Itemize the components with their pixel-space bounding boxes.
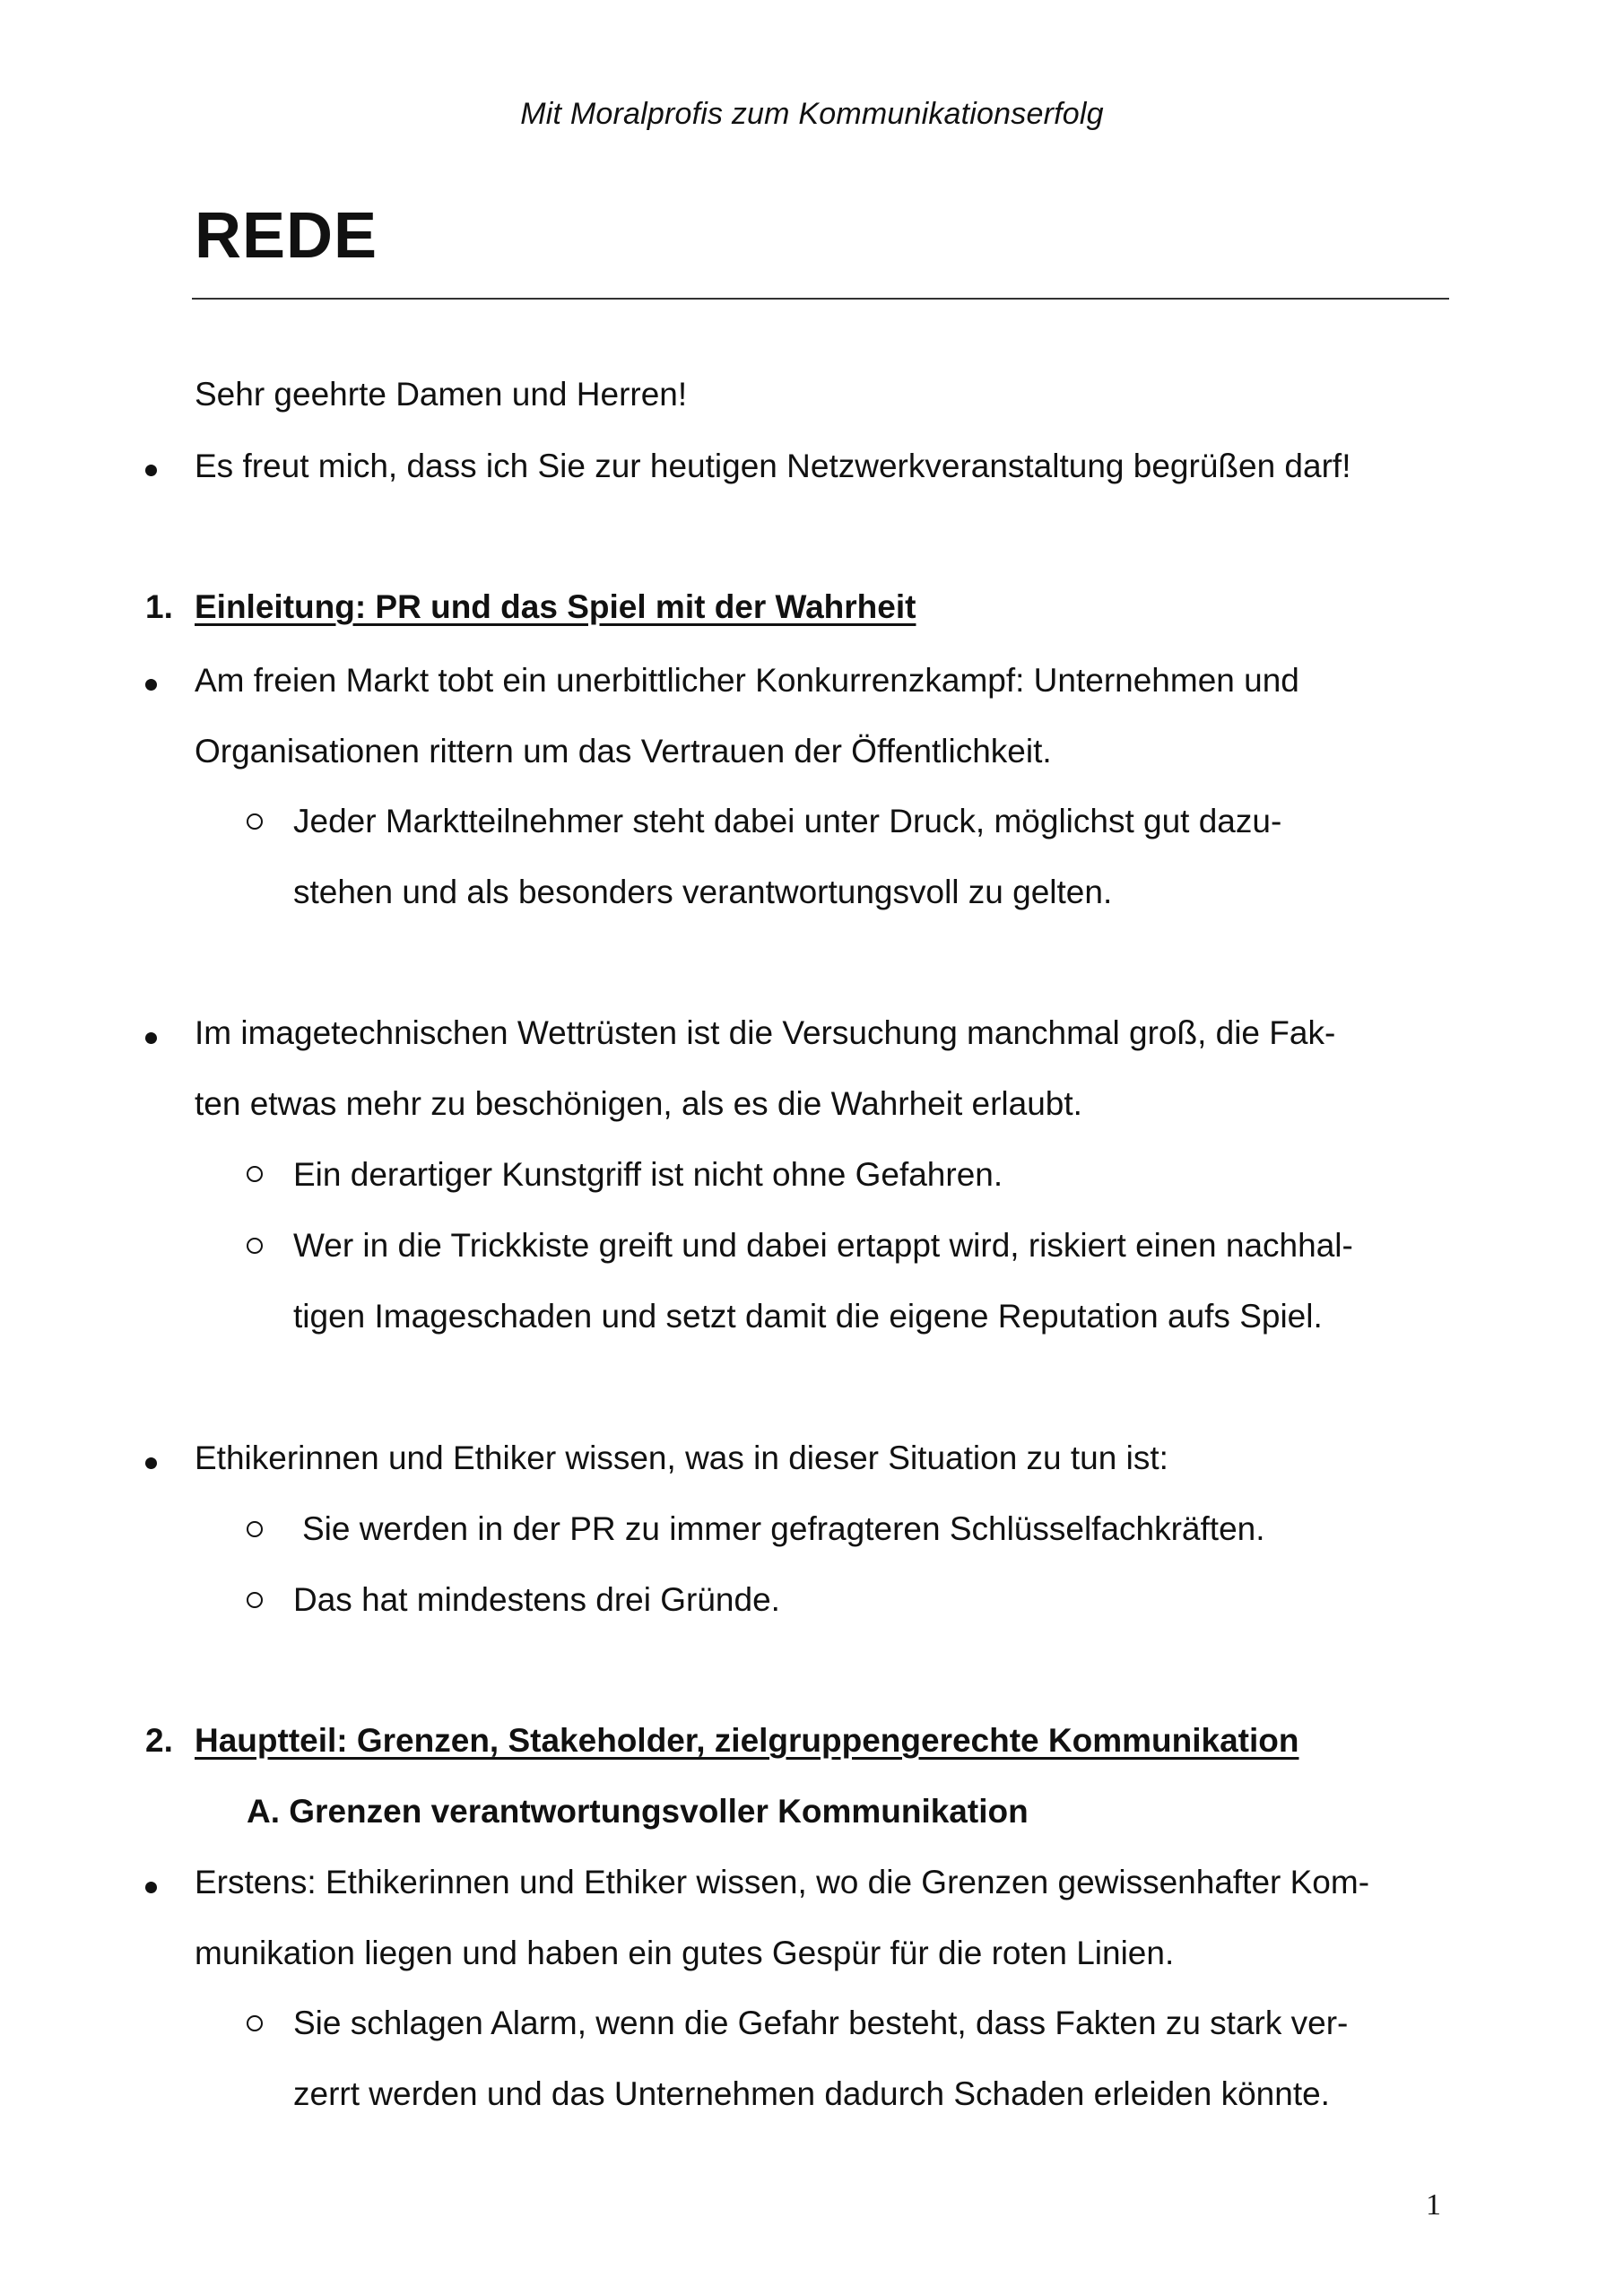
- intro-bullet-text: Es freut mich, dass ich Sie zur heutigen Netzwerkveranstaltung begrüßen darf!: [195, 448, 1351, 484]
- bullet-icon: [145, 679, 157, 691]
- circle-bullet-icon: [247, 1238, 263, 1254]
- bullet-icon: [145, 1882, 157, 1893]
- section-number: 2.: [145, 1722, 173, 1759]
- section-number: 1.: [145, 588, 173, 625]
- paragraph-line: Das hat mindestens drei Gründe.: [293, 1581, 780, 1618]
- circle-bullet-icon: [247, 813, 263, 830]
- running-header: Mit Moralprofis zum Kommunikationserfolg: [520, 97, 1104, 131]
- bullet-icon: [145, 465, 157, 476]
- paragraph-line: ten etwas mehr zu beschönigen, als es die Wahrheit erlaubt.: [195, 1085, 1082, 1122]
- paragraph-line: Sie schlagen Alarm, wenn die Gefahr besteht, dass Fakten zu stark ver-: [293, 2005, 1349, 2041]
- paragraph-line: Wer in die Trickkiste greift und dabei ertappt wird, riskiert einen nachhal-: [293, 1227, 1353, 1264]
- bullet-icon: [145, 1457, 157, 1469]
- section-heading: Hauptteil: Grenzen, Stakeholder, zielgruppengerechte Kommunikation: [195, 1722, 1299, 1759]
- page-number: 1: [1426, 2188, 1441, 2222]
- circle-bullet-icon: [247, 1521, 263, 1537]
- bullet-icon: [145, 1032, 157, 1044]
- subsection-heading: A. Grenzen verantwortungsvoller Kommunikation: [247, 1793, 1029, 1830]
- paragraph-line: Am freien Markt tobt ein unerbittlicher Konkurrenzkampf: Unternehmen und: [195, 662, 1299, 699]
- circle-bullet-icon: [247, 1166, 263, 1182]
- circle-bullet-icon: [247, 2015, 263, 2031]
- paragraph-line: Sie werden in der PR zu immer gefragteren Schlüsselfachkräften.: [302, 1510, 1265, 1547]
- paragraph-line: Im imagetechnischen Wettrüsten ist die Versuchung manchmal groß, die Fak-: [195, 1014, 1336, 1051]
- circle-bullet-icon: [247, 1592, 263, 1608]
- paragraph-line: munikation liegen und haben ein gutes Gespür für die roten Linien.: [195, 1935, 1175, 1971]
- paragraph-line: Erstens: Ethikerinnen und Ethiker wissen, wo die Grenzen gewissenhafter Kom-: [195, 1864, 1370, 1900]
- paragraph-line: Jeder Marktteilnehmer steht dabei unter Druck, möglichst gut dazu-: [293, 803, 1282, 839]
- paragraph-line: zerrt werden und das Unternehmen dadurch Schaden erleiden könnte.: [293, 2075, 1330, 2112]
- paragraph-line: tigen Imageschaden und setzt damit die eigene Reputation aufs Spiel.: [293, 1298, 1323, 1335]
- title-divider: [192, 298, 1449, 300]
- paragraph-line: Organisationen rittern um das Vertrauen der Öffentlichkeit.: [195, 733, 1052, 770]
- paragraph-line: stehen und als besonders verantwortungsvoll zu gelten.: [293, 874, 1113, 910]
- section-heading: Einleitung: PR und das Spiel mit der Wahrheit: [195, 588, 916, 625]
- document-title: REDE: [195, 200, 378, 272]
- paragraph-line: Ein derartiger Kunstgriff ist nicht ohne Gefahren.: [293, 1156, 1003, 1193]
- paragraph-line: Ethikerinnen und Ethiker wissen, was in dieser Situation zu tun ist:: [195, 1439, 1168, 1476]
- greeting-text: Sehr geehrte Damen und Herren!: [195, 376, 688, 413]
